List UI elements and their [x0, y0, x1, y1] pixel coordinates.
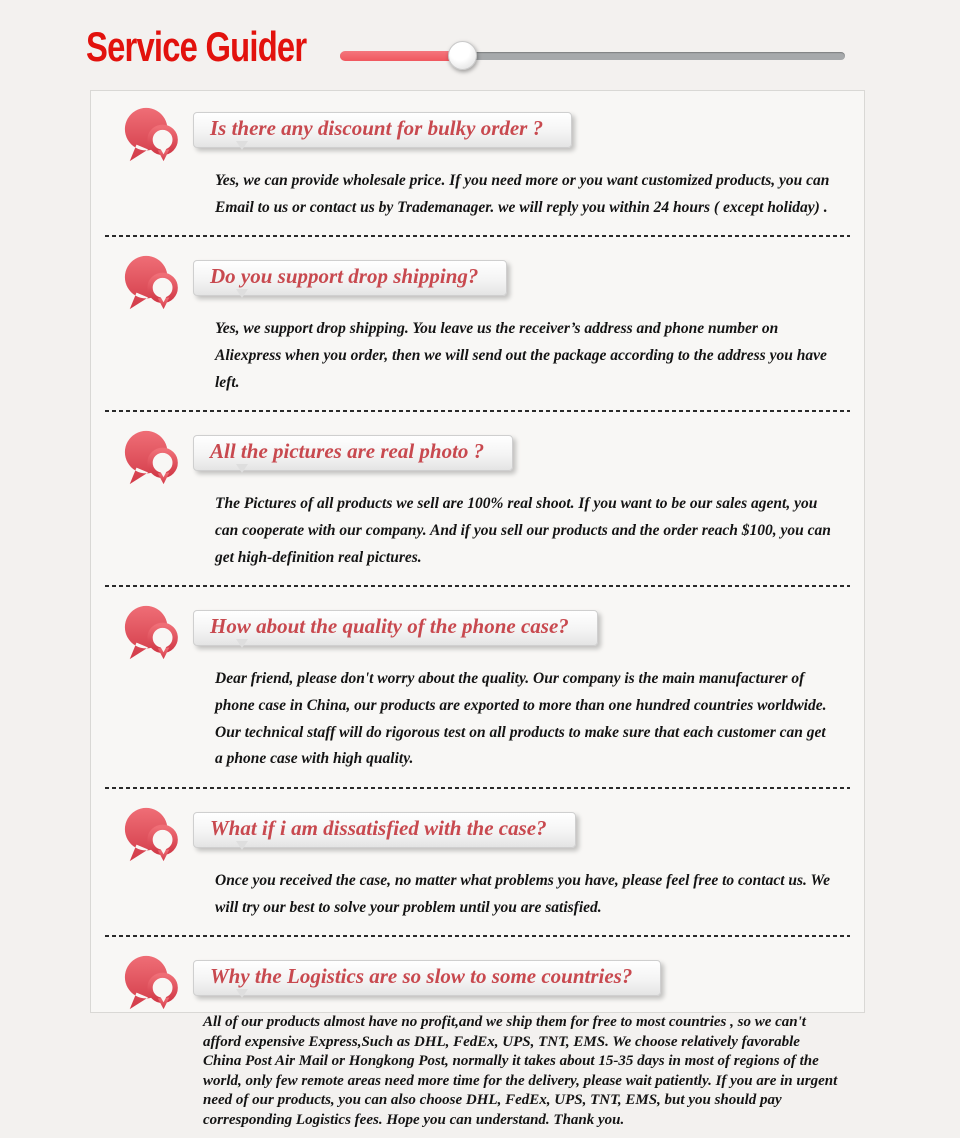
faq-question-bubble: What if i am dissatisfied with the case? — [193, 812, 576, 848]
faq-question-bubble: All the pictures are real photo ? — [193, 435, 513, 471]
faq-question-bubble: How about the quality of the phone case? — [193, 610, 598, 646]
chat-bubbles-icon — [117, 953, 185, 1011]
faq-item-head — [117, 805, 856, 863]
progress-slider — [340, 51, 845, 61]
faq-item-head — [117, 105, 856, 163]
faq-question-bubble: Do you support drop shipping? — [193, 260, 507, 296]
faq-answer: Yes, we support drop shipping. You leave us the receiver’s address and phone number on Aliexpress when you order, then we will send out the package according to the address you have left. — [215, 320, 827, 391]
slider-knob[interactable] — [448, 41, 477, 70]
faq-answer: Once you received the case, no matter what problems you have, please feel free to contact us. We will try our best to solve your problem until you are satisfied. — [215, 871, 831, 916]
chat-bubbles-icon — [117, 253, 185, 311]
faq-item — [91, 239, 864, 408]
dashed-divider — [105, 935, 850, 937]
faq-item-head — [117, 953, 856, 1011]
faq-item — [91, 91, 864, 233]
faq-item — [91, 939, 864, 1138]
chat-bubbles-icon — [117, 805, 185, 863]
faq-question-bubble: Why the Logistics are so slow to some countries? — [193, 960, 661, 996]
dashed-divider — [105, 585, 850, 587]
dashed-divider — [105, 787, 850, 789]
dashed-divider — [105, 235, 850, 237]
chat-bubbles-icon — [117, 105, 185, 163]
faq-card — [90, 90, 865, 1128]
faq-answer: Yes, we can provide wholesale price. If you need more or you want customized products, you can Email to us or contact us by Trademanager. we will reply you within 24 hours ( except holiday) . — [215, 172, 830, 216]
faq-answer: Dear friend, please don't worry about the quality. Our company is the main manufacturer of phone case in China, our products are exported to more than one hundred countries worldwide. Our technical staff will do rigorous test on all products to make sure that each customer can get a phone case with high quality. — [215, 670, 827, 768]
faq-item-head — [117, 428, 856, 486]
faq-item-head — [117, 603, 856, 661]
page-title: Service Guider — [86, 23, 307, 70]
service-guide-header — [0, 0, 960, 90]
chat-bubbles-icon — [117, 603, 185, 661]
chat-bubbles-icon — [117, 428, 185, 486]
dashed-divider — [105, 410, 850, 412]
faq-item — [91, 791, 864, 933]
faq-list — [91, 91, 864, 1138]
faq-answer: All of our products almost have no profit,and we ship them for free to most countries , so we can't afford expensive Express,Such as DHL, FedEx, UPS, TNT, EMS. We choose relatively favorable China Post Air Mail or Hongkong Post, normally it takes about 15-35 days in most of regions of the world, only few remote areas need more time for the delivery, please wait patiently. If you are in urgent need of our products, you can also choose DHL, FedEx, UPS, TNT, EMS, but you should pay corresponding Logistics fees. Hope you can understand. Thank you. — [203, 1014, 838, 1128]
faq-answer: The Pictures of all products we sell are 100% real shoot. If you want to be our sales agent, you can cooperate with our company. And if you sell our products and the order reach $100, you can get high-definition real pictures. — [215, 495, 831, 566]
faq-item — [91, 589, 864, 785]
faq-item — [91, 414, 864, 583]
faq-item-head — [117, 253, 856, 311]
faq-question-bubble: Is there any discount for bulky order ? — [193, 112, 572, 148]
slider-fill — [340, 51, 465, 61]
